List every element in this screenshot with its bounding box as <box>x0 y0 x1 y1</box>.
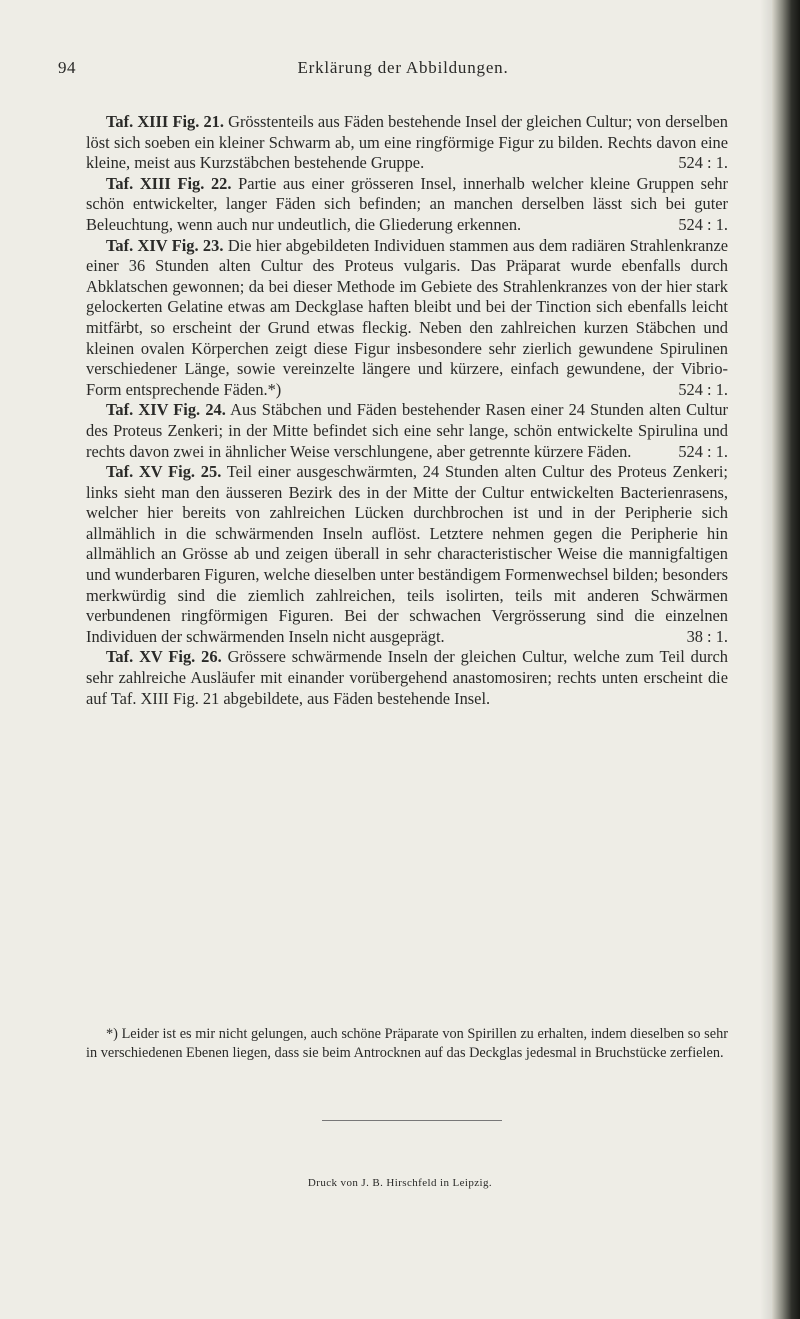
running-title: Erklärung der Abbildungen. <box>297 58 509 77</box>
footnote: *) Leider ist es mir nicht gelungen, auch schöne Präparate von Spirillen zu erhalten, indem dieselben so sehr in verschiedenen Ebenen liegen, dass sie beim Antrocknen auf das Deckglas jedesmal in Bruchstücke zerfielen. <box>86 1026 728 1061</box>
figure-text: Die hier abgebildeten Individuen stammen aus dem radiären Strahlenkranze einer 36 Stunden alten Cultur des Proteus vulgaris. Das Präparat wurde ebenfalls durch Abklatschen gewonnen; da bei dieser Methode im Gebiete des Strahlenkranzes von der hier stark gelockerten Gelatine etwas am Deckglase haften bleibt und bei der Tinction sich ebenfalls leicht mitfärbt, so erscheint der Grund etwas fleckig. Neben den zahlreichen kurzen Stäbchen und kleinen ovalen Körperchen zeigt diese Figur insbesondere sehr zierlich gewundene Spirulinen verschiedener Länge, sowie vereinzelte längere und kürzere, einfach gewundene, der Vibrio-Form entsprechende Fäden.*) <box>86 235 729 399</box>
figure-description-21 <box>86 112 728 174</box>
figure-description-22 <box>86 174 728 236</box>
figure-label: Taf. XIII Fig. 22. <box>106 173 232 193</box>
printer-imprint: Druck von J. B. Hirschfeld in Leipzig. <box>307 1177 493 1189</box>
figure-description-25 <box>86 462 728 647</box>
figure-label: Taf. XIV Fig. 23. <box>106 235 224 255</box>
figure-description-24 <box>86 400 728 462</box>
figure-text: Aus Stäbchen und Fäden bestehender Rasen einer 24 Stunden alten Cultur des Proteus Zenkeri; in der Mitte befindet sich eine sehr lange, schön entwickelte Spirulina und rechts davon zwei in ähnlicher Weise verschlungene, aber getrennte kürzere Fäden. <box>86 400 728 461</box>
separator-rule <box>322 1120 502 1121</box>
magnification: 524 : 1. <box>678 441 728 461</box>
page-number: 94 <box>58 58 76 77</box>
figure-text: Partie aus einer grösseren Insel, innerhalb welcher kleine Gruppen sehr schön entwickelter, langer Fäden sich befinden; an manchen derselben lässt sich bei guter Beleuchtung, wenn auch nur undeutlich, die Gliederung erkennen. <box>86 173 728 234</box>
body-text <box>86 112 728 709</box>
figure-text: Grösstenteils aus Fäden bestehende Insel der gleichen Cultur; von derselben löst sich soeben ein kleiner Schwarm ab, um eine ringförmige Figur zu bilden. Rechts davon eine kleine, meist aus Kurzstäbchen bestehende Gruppe. <box>86 112 728 173</box>
page-header <box>58 58 748 88</box>
magnification: 524 : 1. <box>678 153 728 173</box>
figure-label: Taf. XIV Fig. 24. <box>106 400 226 420</box>
figure-label: Taf. XV Fig. 25. <box>106 462 222 482</box>
figure-description-26 <box>86 647 728 709</box>
figure-text: Teil einer ausgeschwärmten, 24 Stunden alten Cultur des Proteus Zenkeri; links sieht man den äusseren Bezirk des in der Mitte der Cultur entwickelten Bacterienrasens, welcher hier bereits von zahlreichen Lücken durchbrochen ist und in der Peripherie sich allmählich in die schwärmenden Inseln auflöst. Letztere nehmen gegen die Peripherie hin allmählich an Grösse ab und zeigen überall in sehr characteristischer Weise die mannigfaltigen und wunderbaren Figuren, welche dieselben unter beständigem Formenwechsel bilden; besonders merkwürdig sind die ziemlich zahlreichen, teils isolirten, teils mit anderen Schwärmen verbundenen ringförmigen Figuren. Bei der schwachen Vergrösserung sind die einzelnen Individuen der schwärmenden Inseln nicht ausgeprägt. <box>86 462 728 646</box>
magnification: 524 : 1. <box>678 214 728 234</box>
magnification: 524 : 1. <box>678 379 728 399</box>
figure-text: Grössere schwärmende Inseln der gleichen Cultur, welche zum Teil durch sehr zahlreiche Ausläufer mit einander vorübergehend anastomosiren; rechts unten erscheint die auf Taf. XIII Fig. 21 abgebildete, aus Fäden bestehende Insel. <box>86 647 728 708</box>
magnification: 38 : 1. <box>686 626 728 646</box>
figure-description-23 <box>86 236 728 401</box>
figure-label: Taf. XIII Fig. 21. <box>106 112 224 131</box>
page-edge <box>772 0 800 1319</box>
figure-label: Taf. XV Fig. 26. <box>106 647 222 667</box>
